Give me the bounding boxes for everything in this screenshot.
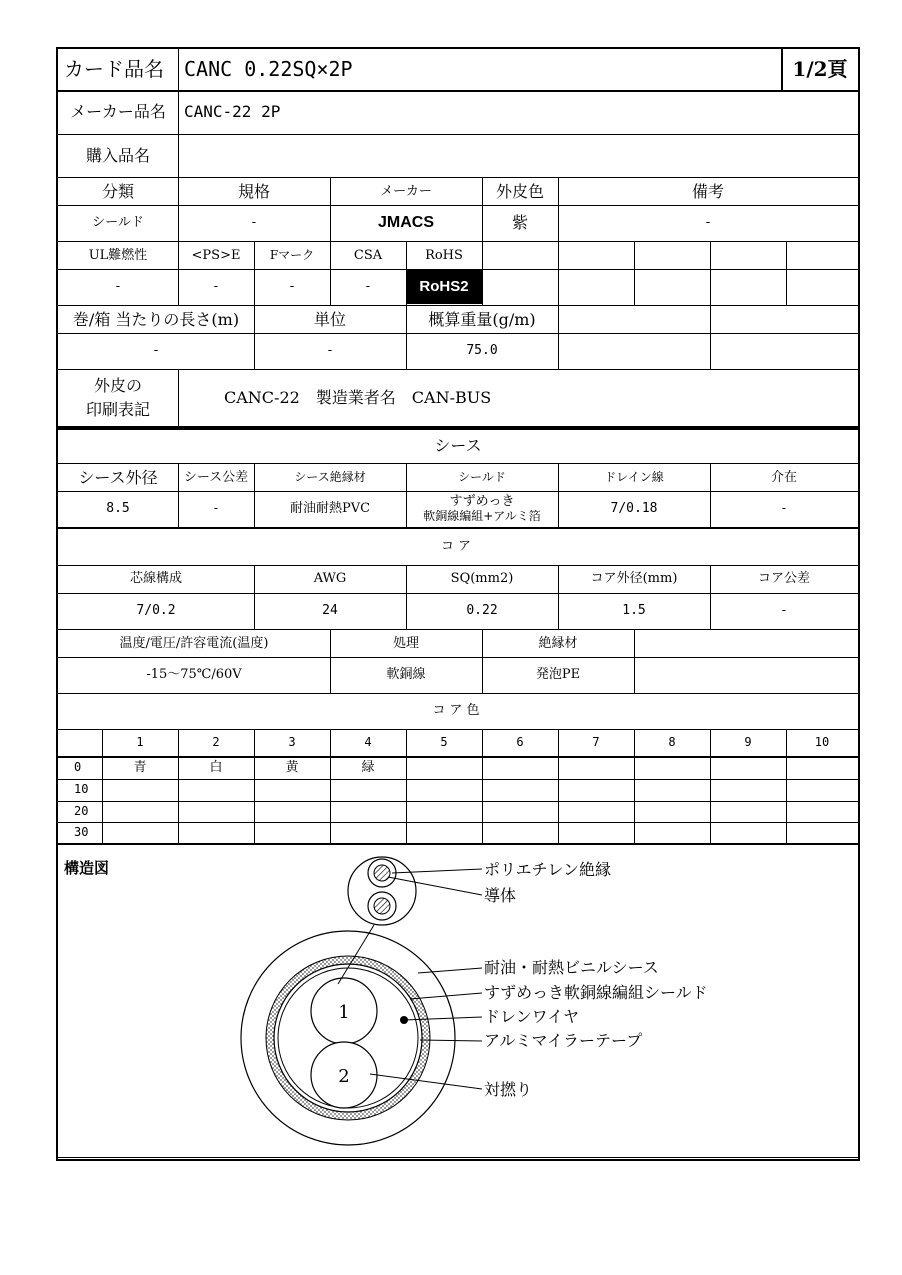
label-braid-shield: すずめっき軟銅線編組シールド [484, 983, 708, 1002]
core-color-4: 緑 [361, 759, 375, 775]
core-color-section-title: コア色 [432, 702, 484, 718]
jacket-printing-value: CANC-22 製造業者名 CAN-BUS [224, 388, 492, 408]
classification-value: シールド [92, 214, 144, 230]
color-col-header-10: 10 [814, 735, 830, 750]
weight-value: 75.0 [466, 342, 498, 358]
csa-header: CSA [353, 247, 383, 263]
pse-value: - [213, 278, 219, 294]
label-drain-wire: ドレンワイヤ [484, 1007, 580, 1026]
color-row-label-20: 20 [74, 804, 89, 819]
page-number: 1/2頁 [792, 57, 848, 81]
sheath-tolerance-value: - [213, 500, 219, 516]
filler-value: - [781, 500, 787, 516]
insulation-header: 絶縁材 [538, 635, 578, 651]
sheath-insulation-header: シース絶縁材 [294, 470, 366, 485]
strand-config-value: 7/0.2 [136, 602, 176, 618]
strand-config-header: 芯線構成 [129, 570, 182, 586]
unit-header: 単位 [313, 310, 346, 330]
standard-header: 規格 [237, 182, 270, 202]
label-insulation: ポリエチレン絶縁 [484, 860, 611, 879]
jacket-printing-label-line1: 外皮の [93, 375, 142, 395]
color-col-header-3: 3 [288, 735, 296, 750]
drain-wire-value: 7/0.18 [610, 500, 658, 516]
color-row-label-30: 30 [74, 825, 89, 840]
sheath-tolerance-header: シース公差 [183, 469, 249, 485]
card-name-label: カード品名 [64, 57, 164, 81]
pair-detail-conductor-1 [374, 865, 390, 881]
core-color-2: 白 [209, 759, 223, 775]
awg-header: AWG [313, 570, 347, 586]
standard-value: - [251, 214, 257, 230]
f-mark-header: Fマーク [269, 248, 315, 263]
rohs-header: RoHS [425, 247, 463, 263]
rohs-badge: RoHS2 [406, 270, 482, 304]
core-od-value: 1.5 [622, 602, 646, 618]
remarks-value: - [705, 214, 711, 230]
core-section-title: コア [440, 538, 475, 554]
purchase-name-value [178, 135, 858, 177]
f-mark-value: - [289, 278, 295, 294]
treatment-header: 処理 [392, 635, 419, 651]
weight-header: 概算重量(g/m) [428, 310, 536, 330]
jacket-color-header: 外皮色 [495, 182, 544, 202]
color-row-label-0: 0 [74, 760, 82, 775]
length-per-box-header: 巻/箱 当たりの長さ(m) [72, 310, 240, 330]
color-col-header-9: 9 [744, 735, 752, 750]
card-name-value: CANC 0.22SQ×2P [184, 57, 353, 81]
color-row-label-10: 10 [74, 782, 89, 797]
color-col-header-7: 7 [592, 735, 600, 750]
shield-header: シールド [458, 470, 506, 485]
remarks-header: 備考 [691, 182, 724, 202]
sq-value: 0.22 [466, 602, 498, 618]
color-col-header-5: 5 [440, 735, 448, 750]
maker-part-label: メーカー品名 [70, 102, 166, 122]
sheath-insulation-value: 耐油耐熱PVC [289, 500, 371, 516]
filler-header: 介在 [770, 469, 797, 485]
csa-value: - [365, 278, 371, 294]
core-color-3: 黄 [285, 759, 299, 775]
maker-value: JMACS [377, 214, 434, 232]
treatment-value: 軟銅線 [386, 666, 426, 682]
maker-part-value: CANC-22 2P [184, 102, 281, 122]
purchase-name-label: 購入品名 [85, 146, 150, 166]
insulation-value: 発泡PE [535, 666, 581, 682]
sheath-od-value: 8.5 [106, 500, 130, 516]
sq-header: SQ(mm2) [450, 570, 514, 586]
shield-value [406, 492, 558, 526]
color-col-header-6: 6 [516, 735, 524, 750]
jacket-printing-label [58, 370, 178, 426]
color-col-header-8: 8 [668, 735, 676, 750]
color-col-header-1: 1 [136, 735, 144, 750]
label-conductor: 導体 [484, 886, 517, 905]
core-number-2: 2 [338, 1066, 350, 1087]
label-twisted-pair: 対撚り [484, 1080, 533, 1099]
sheath-od-header: シース外径 [78, 468, 158, 488]
maker-header: メーカー [380, 183, 432, 199]
color-col-header-4: 4 [364, 735, 372, 750]
core-color-1: 青 [133, 759, 147, 775]
structure-diagram-title: 構造図 [64, 858, 110, 877]
rating-header: 温度/電圧/許容電流(温度) [119, 635, 269, 651]
ul-flame-value: - [115, 278, 121, 294]
core-od-header: コア外径(mm) [590, 570, 678, 586]
label-jacket: 耐油・耐熱ビニルシース [484, 958, 659, 977]
rating-value: -15～75℃/60V [146, 666, 242, 682]
label-aluminum-tape: アルミマイラーテープ [484, 1031, 643, 1050]
awg-value: 24 [322, 602, 338, 618]
ul-flame-header: UL難燃性 [88, 247, 148, 263]
core-tolerance-value: - [781, 602, 787, 618]
core-number-1: 1 [338, 1002, 350, 1023]
cable-structure-diagram [58, 845, 858, 1155]
pair-detail-conductor-2 [374, 898, 390, 914]
sheath-section-title: シース [434, 436, 482, 456]
jacket-printing-label-line2: 印刷表記 [85, 400, 150, 419]
shield-value-line2: 軟銅線編組+アルミ箔 [423, 508, 541, 523]
drain-wire-header: ドレイン線 [604, 470, 664, 485]
pse-header: <PS>E [191, 247, 241, 263]
color-col-header-2: 2 [212, 735, 220, 750]
core-tolerance-header: コア公差 [757, 570, 810, 586]
unit-value: - [327, 342, 333, 358]
jacket-color-value: 紫 [511, 213, 528, 233]
shield-value-line1: すずめっき [449, 493, 515, 509]
length-per-box-value: - [153, 342, 159, 358]
classification-header: 分類 [101, 182, 134, 202]
